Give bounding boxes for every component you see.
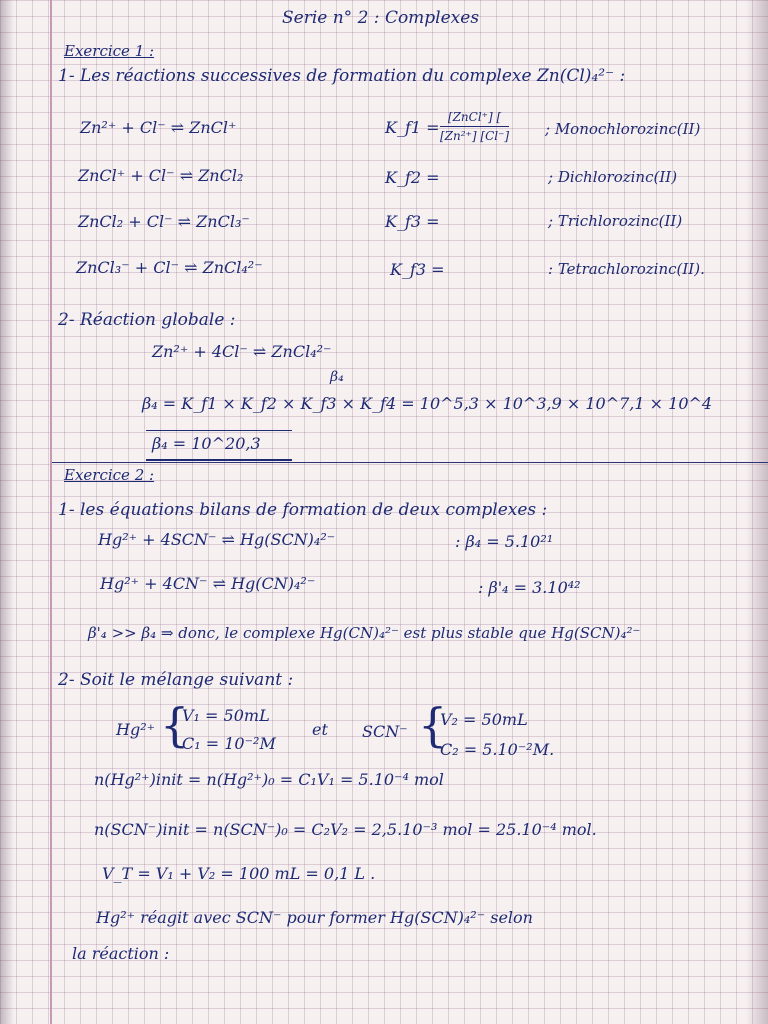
section-divider [52, 462, 768, 463]
exercise-2-question-1: 1- les équations bilans de formation de deux complexes : [58, 500, 548, 520]
beta4-scn: : β₄ = 5.10²¹ [455, 532, 554, 551]
name-tetrachlorozinc: : Tetrachlorozinc(II). [548, 260, 705, 278]
page-title: Serie n° 2 : Complexes [282, 8, 480, 28]
kf2-label: K_f2 = [385, 168, 440, 187]
reaction-4: ZnCl₃⁻ + Cl⁻ ⇌ ZnCl₄²⁻ [76, 258, 263, 277]
beta4-cn: : β'₄ = 3.10⁴² [478, 578, 581, 597]
scn-species-label: SCN⁻ [362, 722, 408, 741]
name-trichlorozinc: ; Trichlorozinc(II) [548, 212, 683, 230]
kf4-label: K_f3 = [390, 260, 445, 279]
beta4-product: β₄ = K_f1 × K_f2 × K_f3 × K_f4 = 10^5,3 × 10^3,9 × 10^7,1 × 10^4 [142, 394, 713, 413]
kf1-fraction [440, 110, 509, 143]
name-dichlorozinc: ; Dichlorozinc(II) [548, 168, 678, 186]
exercise-1-question-2: 2- Réaction globale : [58, 310, 236, 330]
stability-comparison: β'₄ >> β₄ ⇒ donc, le complexe Hg(CN)₄²⁻ est plus stable que Hg(SCN)₄²⁻ [88, 624, 641, 642]
reaction-statement: Hg²⁺ réagit avec SCN⁻ pour former Hg(SCN)₄²⁻ selon [96, 908, 533, 927]
reaction-statement-continued: la réaction : [72, 944, 170, 963]
exercise-1-title: Exercice 1 : [64, 42, 155, 60]
kf1-denominator: [Zn²⁺] [Cl⁻] [440, 129, 510, 143]
exercise-1-question-1: 1- Les réactions successives de formation du complexe Zn(Cl)₄²⁻ : [58, 66, 626, 86]
name-monochlorozinc: ; Monochlorozinc(II) [545, 120, 701, 138]
hg-species-label: Hg²⁺ [116, 720, 156, 739]
kf1-label: K_f1 = [385, 118, 440, 137]
hg-scn-equation: Hg²⁺ + 4SCN⁻ ⇌ Hg(SCN)₄²⁻ [98, 530, 336, 549]
total-volume: V_T = V₁ + V₂ = 100 mL = 0,1 L . [102, 864, 376, 883]
margin-line [50, 0, 52, 1024]
exercise-2-question-2: 2- Soit le mélange suivant : [58, 670, 294, 690]
moles-scn: n(SCN⁻)init = n(SCN⁻)₀ = C₂V₂ = 2,5.10⁻³ mol = 25.10⁻⁴ mol. [94, 820, 597, 839]
beta4-result-box [146, 430, 292, 461]
page-shadow-right [746, 0, 768, 1024]
page-shadow-left [0, 0, 14, 1024]
kf1-numerator: [ZnCl⁺] [ [440, 110, 509, 127]
moles-hg: n(Hg²⁺)init = n(Hg²⁺)₀ = C₁V₁ = 5.10⁻⁴ mol [94, 770, 444, 789]
reaction-1: Zn²⁺ + Cl⁻ ⇌ ZnCl⁺ [80, 118, 237, 137]
beta4-arrow-label: β₄ [330, 369, 344, 385]
exercise-2-title: Exercice 2 : [64, 466, 155, 484]
kf3-label: K_f3 = [385, 212, 440, 231]
hg-brace: { [160, 698, 190, 752]
v1-value: V₁ = 50mL [182, 706, 270, 725]
global-reaction: Zn²⁺ + 4Cl⁻ ⇌ ZnCl₄²⁻ [152, 342, 332, 361]
reaction-2: ZnCl⁺ + Cl⁻ ⇌ ZnCl₂ [78, 166, 244, 185]
beta4-result: β₄ = 10^20,3 [152, 434, 261, 453]
c1-value: C₁ = 10⁻²M [182, 734, 276, 753]
hg-cn-equation: Hg²⁺ + 4CN⁻ ⇌ Hg(CN)₄²⁻ [100, 574, 316, 593]
v2-value: V₂ = 50mL [440, 710, 528, 729]
and-word: et [312, 720, 328, 739]
c2-value: C₂ = 5.10⁻²M. [440, 740, 555, 759]
reaction-3: ZnCl₂ + Cl⁻ ⇌ ZnCl₃⁻ [78, 212, 250, 231]
scn-brace: { [418, 698, 448, 752]
